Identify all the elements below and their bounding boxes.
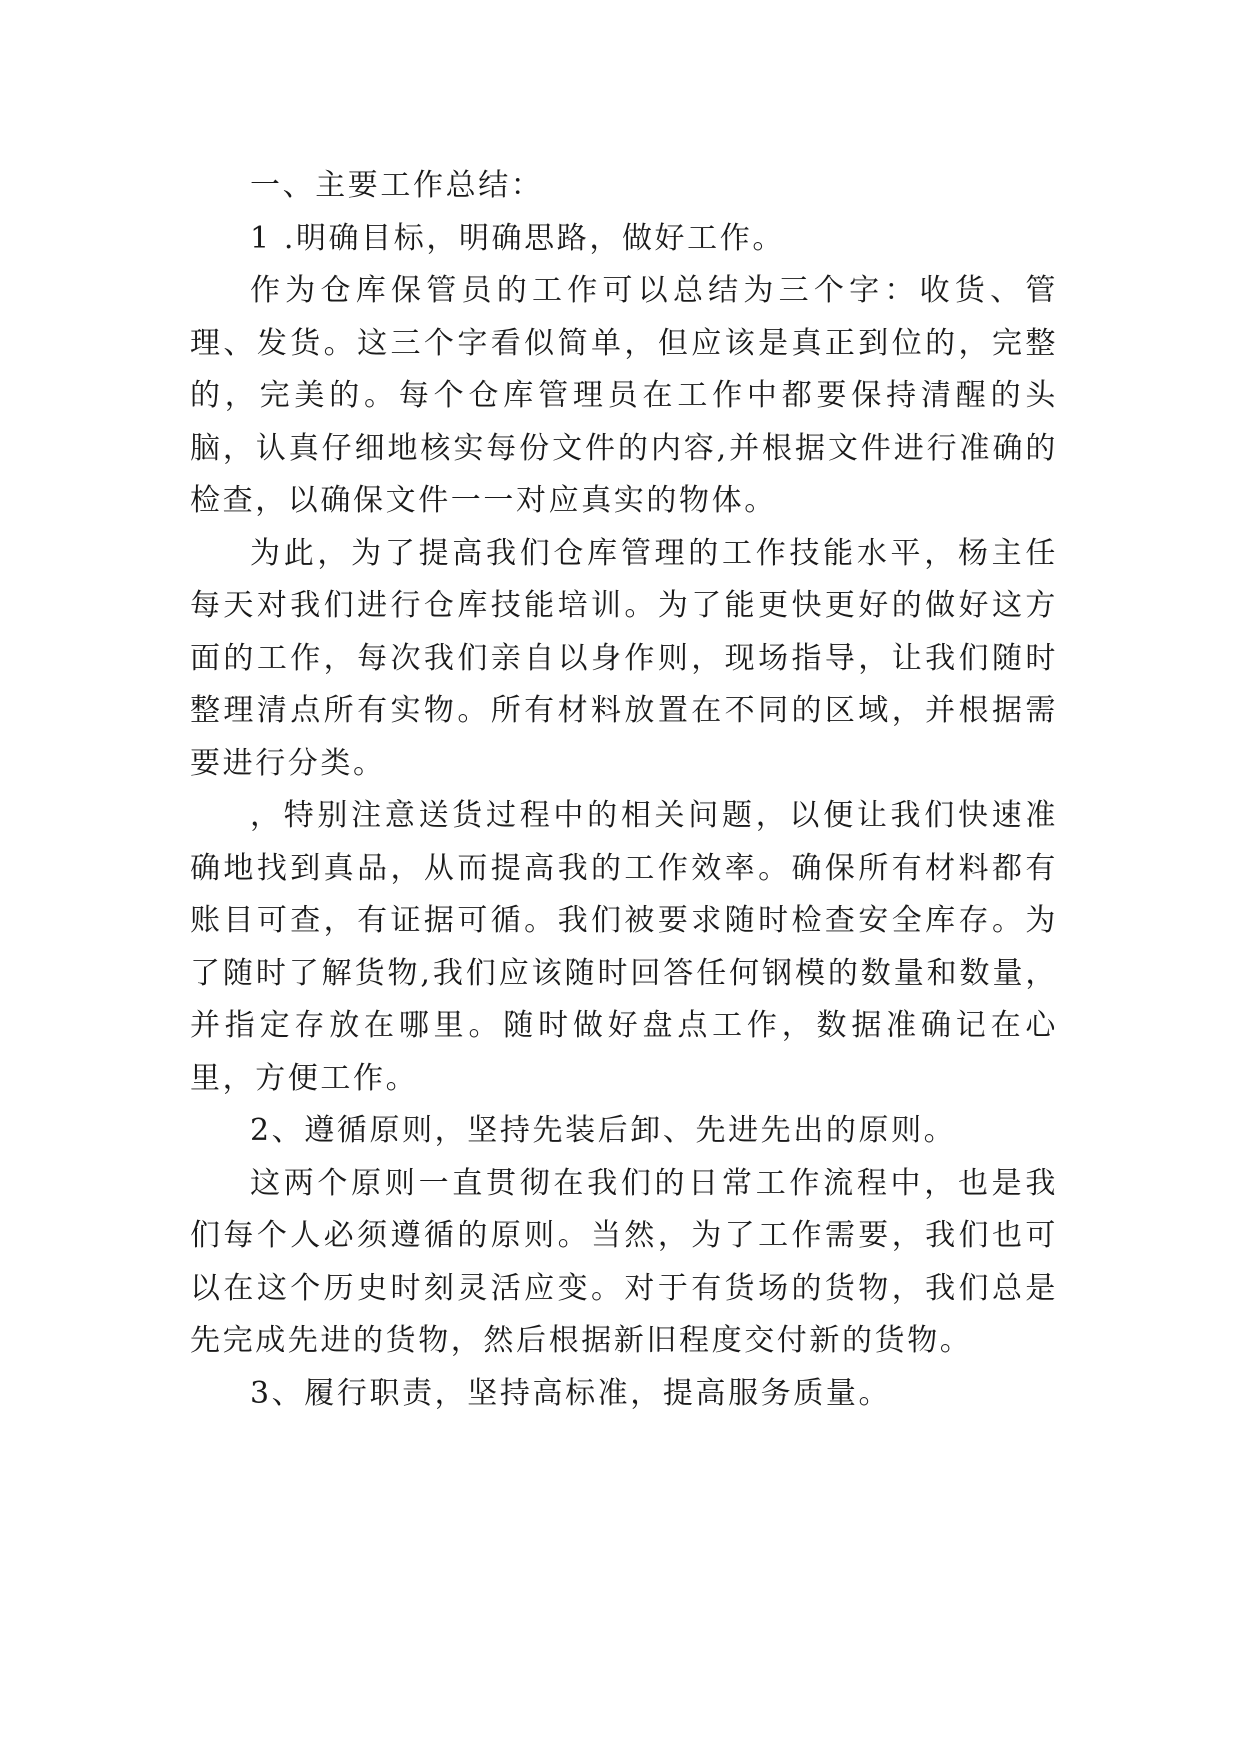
subheading-1: 1 .明确目标，明确思路，做好工作。 xyxy=(250,220,785,256)
document-body xyxy=(190,160,1058,1420)
section-heading: 一、主要工作总结： xyxy=(250,168,544,203)
paragraph-4: 这两个原则一直贯彻在我们的日常工作流程中，也是我们每个人必须遵循的原则。当然，为了工作需要，我们也可以在这个历史时刻灵活应变。对于有货场的货物，我们总是先完成先进的货物，然后根据新旧程度交付新的货物。 xyxy=(190,1165,1058,1358)
subheading-3: 3、履行职责，坚持高标准，提高服务质量。 xyxy=(250,1375,892,1411)
paragraph-3: ，特别注意送货过程中的相关问题，以便让我们快速准确地找到真品，从而提高我的工作效率。确保所有材料都有账目可查，有证据可循。我们被要求随时检查安全库存。为了随时了解货物,我们应该随时回答任何钢模的数量和数量，并指定存放在哪里。随时做好盘点工作，数据准确记在心里，方便工作。 xyxy=(190,798,1058,1096)
paragraph-2: 为此，为了提高我们仓库管理的工作技能水平，杨主任每天对我们进行仓库技能培训。为了能更快更好的做好这方面的工作，每次我们亲自以身作则，现场指导，让我们随时整理清点所有实物。所有材料放置在不同的区域，并根据需要进行分类。 xyxy=(190,535,1058,781)
subheading-2: 2、遵循原则，坚持先装后卸、先进先出的原则。 xyxy=(250,1113,957,1148)
paragraph-1: 作为仓库保管员的工作可以总结为三个字：收货、管理、发货。这三个字看似简单，但应该是真正到位的，完整的，完美的。每个仓库管理员在工作中都要保持清醒的头脑，认真仔细地核实每份文件的内容,并根据文件进行准确的检查，以确保文件一一对应真实的物体。 xyxy=(190,273,1058,518)
